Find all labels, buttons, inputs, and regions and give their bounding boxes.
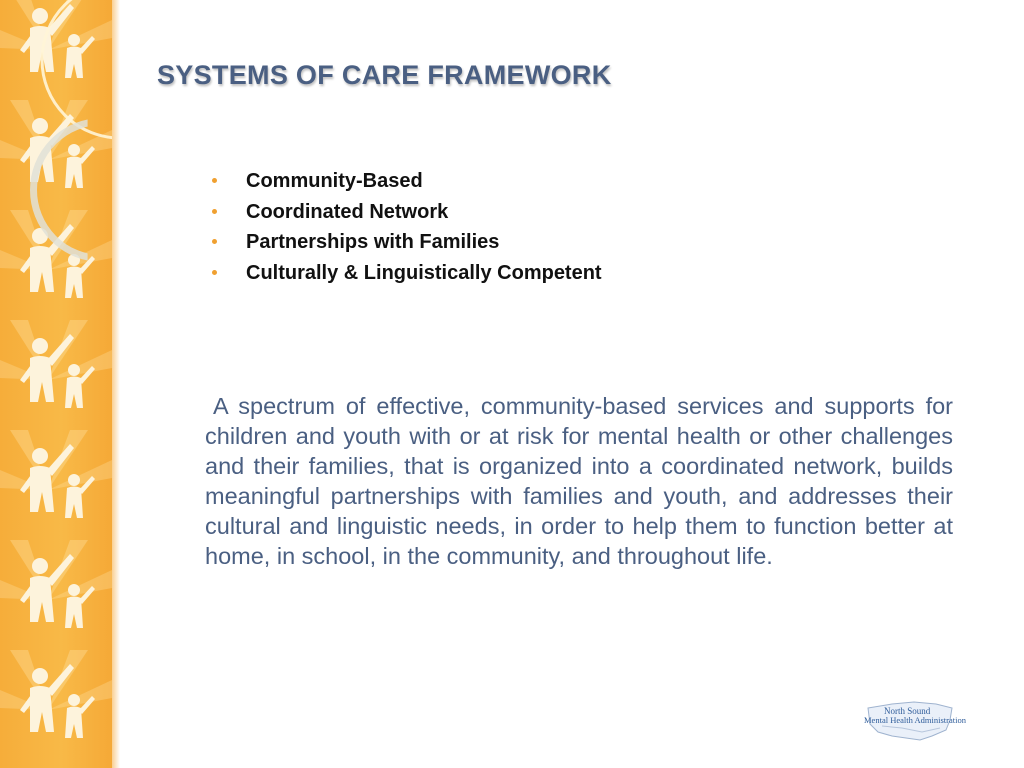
bullet-dot-icon — [212, 178, 217, 183]
bullet-text: Partnerships with Families — [246, 231, 500, 253]
bullet-text: Community-Based — [246, 170, 423, 192]
organization-logo — [862, 698, 966, 742]
definition-paragraph: A spectrum of effective, community-based services and supports for children and youth with or at risk for mental health or other challenges and their families, that is organized into a coordinated network, builds meaningful partnerships with families and youth, and addresses their cultural and linguistic needs, in order to help them to function better at home, in school, in the community, and throughout life. — [205, 392, 953, 569]
family-figures-pattern-icon — [0, 0, 112, 768]
slide-title: SYSTEMS OF CARE FRAMEWORK — [157, 60, 612, 90]
logo-text-line1: North Sound — [884, 706, 931, 716]
bullet-text: Culturally & Linguistically Competent — [246, 261, 602, 284]
bullet-dot-icon — [212, 270, 217, 275]
bullet-dot-icon — [212, 209, 217, 214]
bullet-item — [212, 262, 602, 293]
bullet-item — [212, 201, 602, 232]
framework-bullet-list — [212, 170, 602, 292]
bullet-dot-icon — [212, 239, 217, 244]
bullet-item — [212, 170, 602, 201]
decorative-side-band — [0, 0, 112, 768]
bullet-text: Coordinated Network — [246, 200, 449, 223]
bullet-item — [212, 231, 602, 262]
logo-text-line2: Mental Health Administration — [864, 715, 966, 725]
band-shadow — [112, 0, 120, 768]
